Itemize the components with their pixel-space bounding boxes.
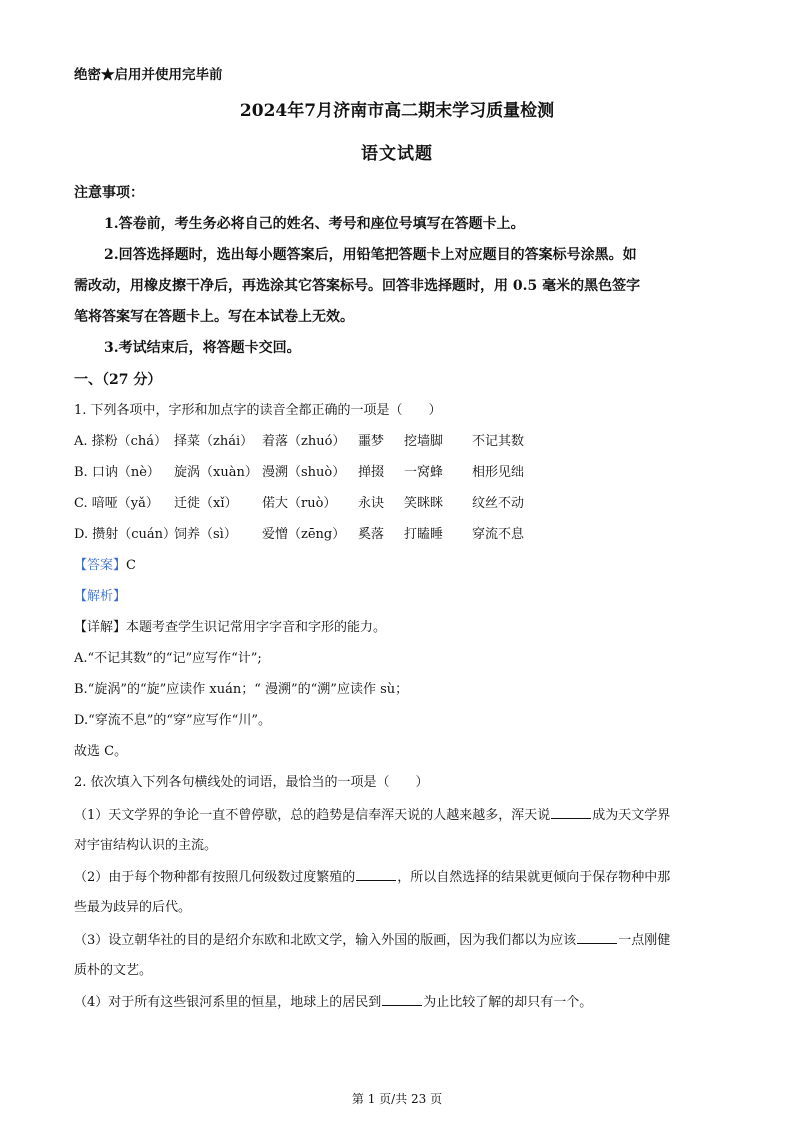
q1-option-a: A. 搽粉（chá） 择菜（zhái） 着落（zhuó） 噩梦 挖墙脚 不记其数 <box>74 434 525 449</box>
q2-sentence-2-cont: 些最为歧异的后代。 <box>74 900 192 915</box>
q1-explain-b: B.“旋涡”的“旋”应读作 xuán；“ 漫溯”的“溯”应读作 sù； <box>74 682 409 697</box>
q2-sentence-3-cont: 质朴的文艺。 <box>74 963 153 978</box>
q1-option-d: D. 攒射（cuán）饲养（sì） 爱憎（zēng） 奚落 打瞌睡 穿流不息 <box>74 527 525 542</box>
q1-option-b: B. 口讷（nè） 旋涡（xuàn） 漫溯（shuò） 掸掇 一窝蜂 相形见绌 <box>74 465 525 480</box>
q1-explain-a: A.“不记其数”的“记”应写作“计”; <box>74 651 262 666</box>
fill-blank <box>356 868 396 881</box>
notice-item-2-line-1: 2.回答选择题时，选出每小题答案后，用铅笔把答题卡上对应题目的答案标号涂黑。如 <box>104 247 637 263</box>
notice-item-2-line-2: 需改动，用橡皮擦干净后，再选涂其它答案标号。回答非选择题时，用 0.5 毫米的黑色签字 <box>74 278 641 294</box>
q2-sentence-4: （4）对于所有这些银河系里的恒星，地球上的居民到 为止比较了解的却只有一个。 <box>74 995 593 1010</box>
section-heading: 一、（27 分） <box>74 372 162 388</box>
q2-sentence-3: （3）设立朝华社的目的是绍介东欧和北欧文学，输入外国的版画，因为我们都以为应该 一点刚健 <box>74 933 671 948</box>
exam-subtitle: 语文试题 <box>361 144 433 164</box>
fill-blank <box>551 806 591 819</box>
page-number: 第 1 页/共 23 页 <box>351 1092 443 1106</box>
q1-explain-d: D.“穿流不息”的“穿”应写作“川”。 <box>74 713 271 728</box>
q2-sentence-1: （1）天文学界的争论一直不曾停歇，总的趋势是信奉浑天说的人越来越多，浑天说 成为天文学界 <box>74 808 671 823</box>
q2-sentence-2: （2）由于每个物种都有按照几何级数过度繁殖的 ，所以自然选择的结果就更倾向于保存物种中那 <box>74 870 671 885</box>
notice-heading: 注意事项： <box>74 185 144 201</box>
q1-stem: 1. 下列各项中，字形和加点字的读音全都正确的一项是（ ） <box>74 403 442 418</box>
fill-blank <box>382 993 422 1006</box>
confidential-label: 绝密★启用并使用完毕前 <box>74 67 223 83</box>
notice-item-1: 1.答卷前，考生务必将自己的姓名、考号和座位号填写在答题卡上。 <box>104 216 525 232</box>
q2-stem: 2. 依次填入下列各句横线处的词语，最恰当的一项是（ ） <box>74 775 429 790</box>
q1-answer: 【答案】C <box>74 558 136 573</box>
fill-blank <box>577 931 617 944</box>
q1-detail: 【详解】本题考查学生识记常用字字音和字形的能力。 <box>74 620 387 635</box>
q1-option-c: C. 喑哑（yǎ） 迁徙（xǐ） 偌大（ruò） 永诀 笑眯眯 纹丝不动 <box>74 496 525 511</box>
q1-conclusion: 故选 C。 <box>74 744 128 759</box>
q2-sentence-1-cont: 对宇宙结构认识的主流。 <box>74 838 218 853</box>
notice-item-3: 3.考试结束后，将答题卡交回。 <box>104 340 301 356</box>
q1-analysis-label: 【解析】 <box>74 589 127 604</box>
notice-item-2-line-3: 笔将答案写在答题卡上。写在本试卷上无效。 <box>74 309 354 325</box>
exam-title: 2024年7月济南市高二期末学习质量检测 <box>239 101 555 121</box>
